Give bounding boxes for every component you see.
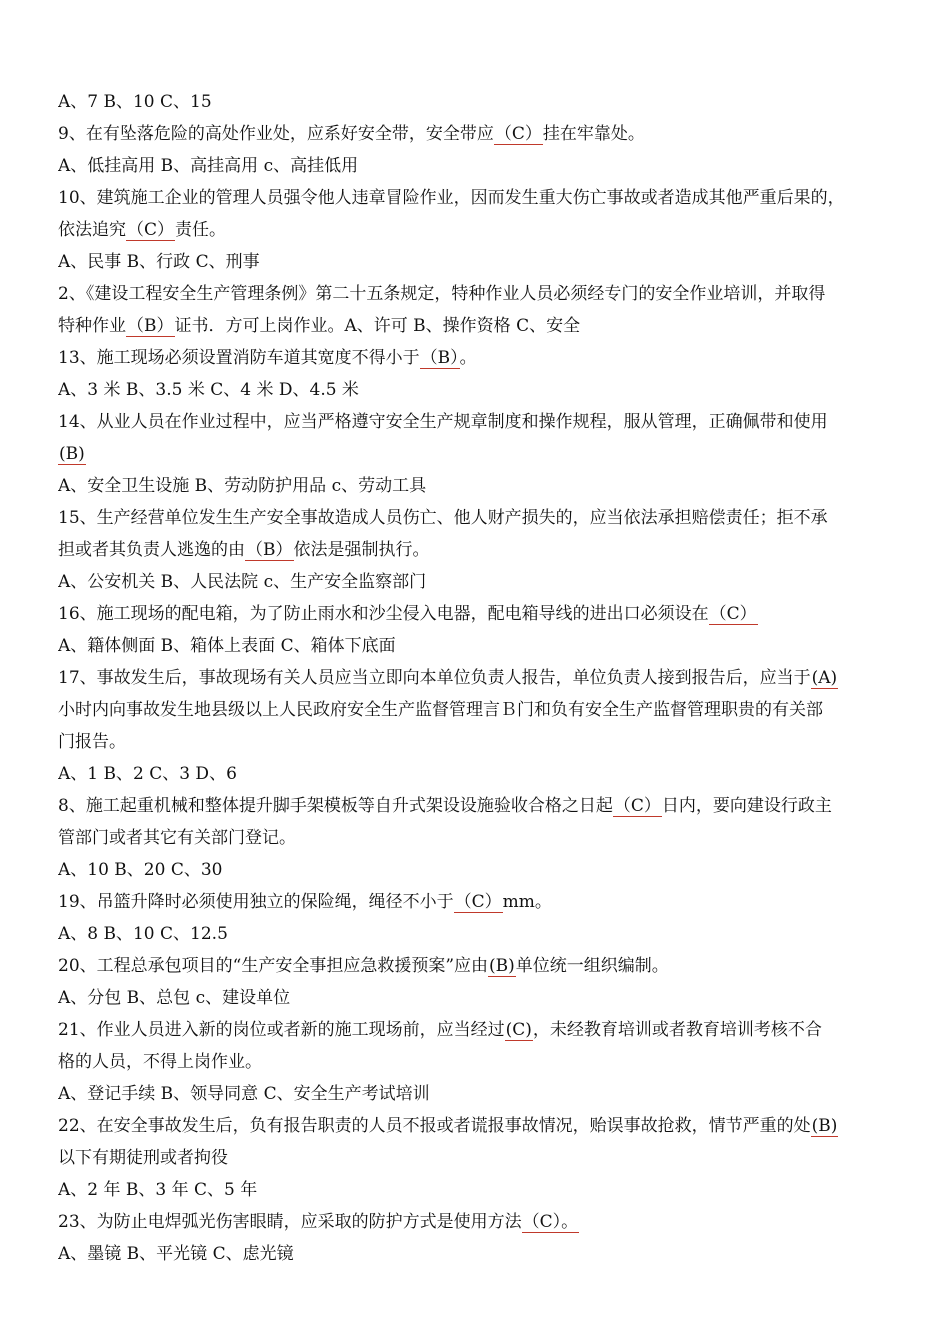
- text-line: [58, 150, 926, 182]
- line-text: A、登记手续 B、领导同意 C、安全生产考试培训: [58, 1084, 430, 1104]
- answer-mark: （C）: [454, 892, 502, 912]
- line-text: A、民事 B、行政 C、刑事: [58, 252, 260, 272]
- line-text: A、2 年 B、3 年 C、5 年: [58, 1180, 258, 1200]
- text-line: [58, 662, 926, 694]
- line-text: 以下有期徒刑或者拘役: [58, 1148, 228, 1168]
- line-text: 小时内向事故发生地县级以上人民政府安全生产监督管理言Ｂ门和负有安全生产监督管理职贵的有关部: [58, 700, 823, 720]
- answer-mark: （B）: [127, 316, 174, 336]
- text-line: [58, 854, 926, 886]
- line-text: 22、在安全事故发生后，负有报告职责的人员不报或者谎报事故情况，贻误事故抢救，情节严重的处: [58, 1116, 811, 1136]
- text-line: [58, 374, 926, 406]
- line-text: A、公安机关 B、人民法院 c、生产安全监察部门: [58, 572, 427, 592]
- text-line: [58, 726, 926, 758]
- line-text-after: 证书．方可上岗作业。A、许可 B、操作资格 C、安全: [174, 316, 581, 336]
- line-text-after: 。: [459, 348, 477, 368]
- text-line: [58, 950, 926, 982]
- line-text: A、1 B、2 C、3 D、6: [58, 764, 237, 784]
- line-text: A、分包 B、总包 c、建设单位: [58, 988, 291, 1008]
- line-text: A、籍体侧面 B、箱体上表面 C、箱体下底面: [58, 636, 396, 656]
- line-text: 9、在有坠落危险的高处作业处，应系好安全带，安全带应: [58, 124, 494, 144]
- line-text: 特种作业: [58, 316, 126, 336]
- answer-mark: (B): [59, 444, 85, 464]
- line-text: 21、作业人员进入新的岗位或者新的施工现场前，应当经过: [58, 1020, 505, 1040]
- line-text-after: ，未经教育培训或者教育培训考核不合: [532, 1020, 822, 1040]
- text-line: [58, 438, 926, 470]
- line-text-after: 依法是强制执行。: [293, 540, 430, 560]
- line-text: 23、为防止电焊弧光伤害眼睛，应采取的防护方式是使用方法: [58, 1212, 522, 1232]
- answer-mark: （B）: [246, 540, 293, 560]
- text-line: [58, 886, 926, 918]
- text-line: [58, 1174, 926, 1206]
- text-line: [58, 534, 926, 566]
- line-text: A、低挂高用 B、高挂高用 c、高挂低用: [58, 156, 359, 176]
- text-line: [58, 1014, 926, 1046]
- text-line: [58, 86, 926, 118]
- answer-mark: (B): [811, 1116, 838, 1136]
- text-line: [58, 982, 926, 1014]
- line-text: 13、施工现场必须设置消防车道其宽度不得小于: [58, 348, 420, 368]
- answer-mark: （C）。: [522, 1212, 579, 1232]
- line-text: A、安全卫生设施 B、劳动防护用品 c、劳动工具: [58, 476, 427, 496]
- text-line: [58, 118, 926, 150]
- line-text: 16、施工现场的配电箱，为了防止雨水和沙尘侵入电器，配电箱导线的进出口必须设在: [58, 604, 709, 624]
- text-line: [58, 822, 926, 854]
- line-text: 门报告。: [58, 732, 126, 752]
- answer-mark: （C）: [709, 604, 757, 624]
- answer-mark: (B): [489, 956, 515, 976]
- text-line: [58, 790, 926, 822]
- text-line: [58, 502, 926, 534]
- line-text: 17、事故发生后，事故现场有关人员应当立即向本单位负责人报告，单位负责人接到报告后，应当于: [58, 668, 811, 688]
- text-line: [58, 246, 926, 278]
- line-text: 14、从业人员在作业过程中，应当严格遵守安全生产规章制度和操作规程，服从管理，正确佩带和使用: [58, 412, 828, 432]
- text-line: [58, 1238, 926, 1270]
- text-line: [58, 470, 926, 502]
- answer-mark: （C）: [127, 220, 175, 240]
- line-text-after: 单位统一组织编制。: [515, 956, 669, 976]
- line-text: A、7 B、10 C、15: [58, 92, 212, 112]
- document-body: [58, 86, 926, 1270]
- line-text-after: 日内，要向建设行政主: [661, 796, 832, 816]
- line-text: A、8 B、10 C、12.5: [58, 924, 228, 944]
- line-text-after: 挂在牢靠处。: [542, 124, 645, 144]
- answer-mark: （C）: [494, 124, 542, 144]
- text-line: [58, 694, 926, 726]
- text-line: [58, 182, 926, 214]
- text-line: [58, 566, 926, 598]
- line-text: A、3 米 B、3.5 米 C、4 米 D、4.5 米: [58, 380, 359, 400]
- line-text: A、10 B、20 C、30: [58, 860, 223, 880]
- answer-mark: （C）: [613, 796, 661, 816]
- answer-mark: （B）: [420, 348, 459, 368]
- text-line: [58, 1206, 926, 1238]
- text-line: [58, 630, 926, 662]
- answer-mark: (C): [505, 1020, 532, 1040]
- line-text: 20、工程总承包项目的“生产安全事担应急救援预案”应由: [58, 956, 489, 976]
- text-line: [58, 214, 926, 246]
- text-line: [58, 406, 926, 438]
- line-text: 担或者其负责人逃逸的由: [58, 540, 245, 560]
- line-text: 19、吊篮升降时必须使用独立的保险绳，绳径不小于: [58, 892, 454, 912]
- line-text: 15、生产经营单位发生生产安全事故造成人员伤亡、他人财产损失的，应当依法承担赔偿责任；拒不承: [58, 508, 828, 528]
- line-text: 8、施工起重机械和整体提升脚手架模板等自升式架设设施验收合格之日起: [58, 796, 613, 816]
- line-text-after: mm。: [502, 892, 552, 912]
- text-line: [58, 342, 926, 374]
- text-line: [58, 1046, 926, 1078]
- line-text: 10、建筑施工企业的管理人员强令他人违章冒险作业，因而发生重大伤亡事故或者造成其他严重后果的，: [58, 188, 845, 208]
- text-line: [58, 278, 926, 310]
- text-line: [58, 918, 926, 950]
- text-line: [58, 1110, 926, 1142]
- text-line: [58, 598, 926, 630]
- line-text: 依法追究: [58, 220, 126, 240]
- answer-mark: (A): [811, 668, 838, 688]
- text-line: [58, 310, 926, 342]
- line-text: 2、《建设工程安全生产管理条例》第二十五条规定，特种作业人员必须经专门的安全作业培训，并取得: [58, 284, 826, 304]
- text-line: [58, 758, 926, 790]
- line-text: 管部门或者其它有关部门登记。: [58, 828, 296, 848]
- text-line: [58, 1142, 926, 1174]
- line-text: A、墨镜 B、平光镜 C、虑光镜: [58, 1244, 294, 1264]
- text-line: [58, 1078, 926, 1110]
- line-text: 格的人员，不得上岗作业。: [58, 1052, 262, 1072]
- line-text-after: 责任。: [175, 220, 227, 240]
